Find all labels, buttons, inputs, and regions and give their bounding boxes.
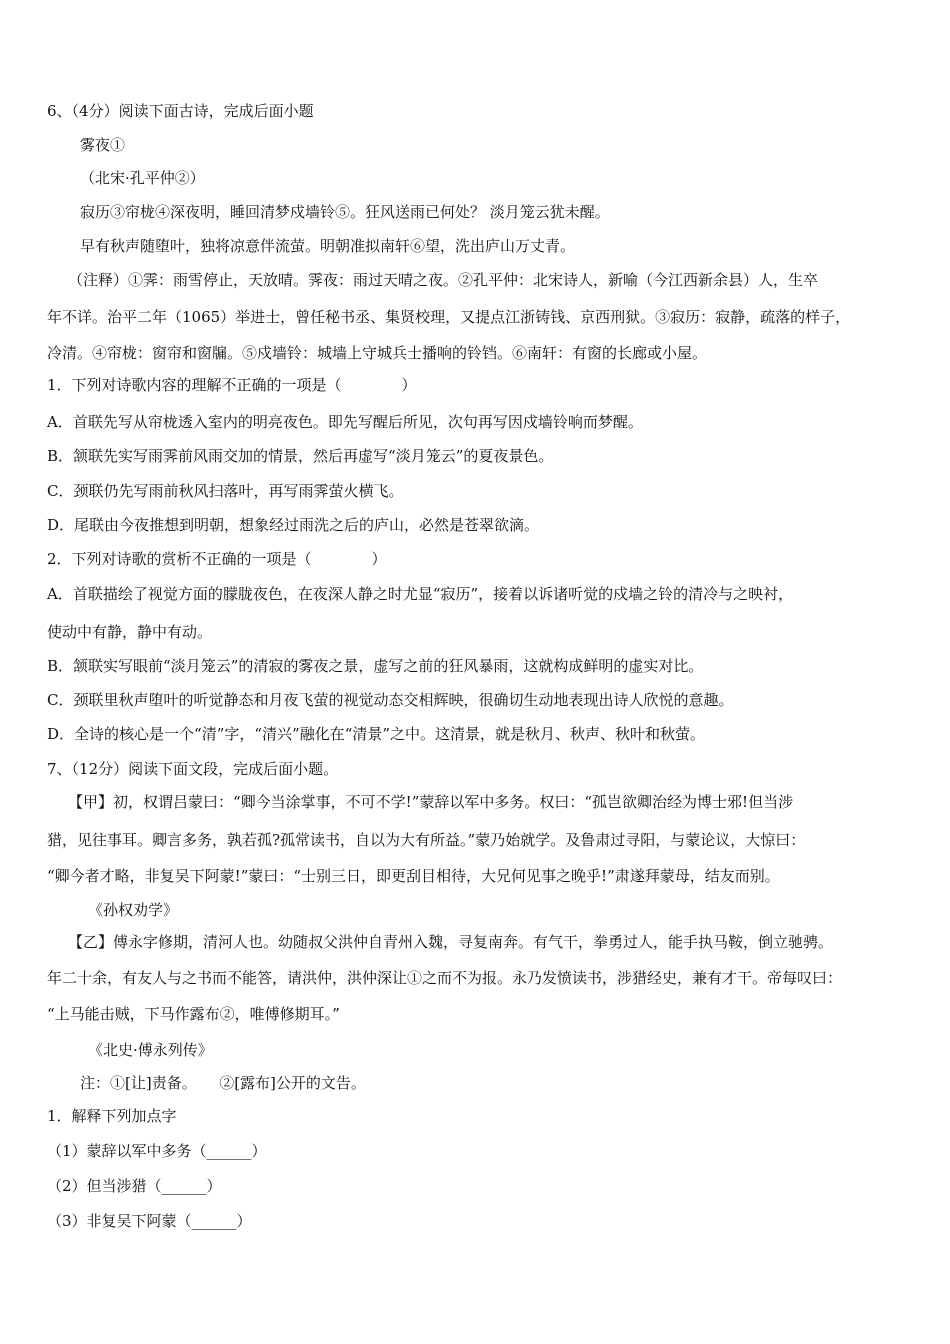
poem-author: （北宋·孔平仲②） <box>80 169 205 187</box>
q7-sub1-item-3: （3）非复吴下阿蒙（______） <box>47 1212 252 1230</box>
q6-sub1-option-b: B．颔联先实写雨霁前风雨交加的情景，然后再虚写“淡月笼云”的夏夜景色。 <box>47 447 554 465</box>
q6-sub2-option-c: C．颈联里秋声堕叶的听觉静态和月夜飞萤的视觉动态交相辉映，很确切生动地表现出诗人欣悦的意趣。 <box>47 691 734 709</box>
q7-sub1-question: 1．解释下列加点字 <box>47 1107 177 1125</box>
poem-verse-1: 寂历③帘栊④深夜明，睡回清梦戍墙铃⑤。狂风送雨已何处？ 淡月笼云犹未醒。 <box>80 203 610 221</box>
q6-sub1-option-a: A．首联先写从帘栊透入室内的明亮夜色。即先写醒后所见，次句再写因戍墙铃响而梦醒。 <box>47 413 643 431</box>
passage-notes: 注：①[让]责备。 ②[露布]公开的文告。 <box>80 1074 366 1092</box>
poem-title: 雾夜① <box>80 136 126 154</box>
q7-sub1-item-2: （2）但当涉猎（______） <box>47 1177 222 1195</box>
poem-verse-2: 早有秋声随堕叶，独将凉意伴流萤。明朝准拟南轩⑥望，洗出庐山万丈青。 <box>80 237 576 255</box>
poem-notes-line-1: （注释）①霁：雨雪停止，天放晴。霁夜：雨过天晴之夜。②孔平仲：北宋诗人，新喻（今江西新余县）人，生卒 <box>68 271 819 289</box>
passage-yi-source: 《北史·傅永列传》 <box>88 1041 213 1059</box>
q6-sub2-option-b: B．颔联实写眼前“淡月笼云”的清寂的雾夜之景，虚写之前的狂风暴雨，这就构成鲜明的虚实对比。 <box>47 657 704 675</box>
question-6-header: 6、（4分）阅读下面古诗，完成后面小题 <box>47 102 314 120</box>
q6-sub2-question: 2．下列对诗歌的赏析不正确的一项是（ ） <box>47 550 387 568</box>
passage-yi-line-2: 年二十余，有友人与之书而不能答，请洪仲，洪仲深让①之而不为报。永乃发愤读书，涉猎经史，兼有才干。帝每叹曰： <box>47 969 843 987</box>
passage-yi-line-1: 【乙】傅永字修期，清河人也。幼随叔父洪仲自青州入魏，寻复南奔。有气干，拳勇过人，能手执马鞍，倒立驰骋。 <box>68 933 834 951</box>
q6-sub1-option-d: D．尾联由今夜推想到明朝，想象经过雨洗之后的庐山，必然是苍翠欲滴。 <box>47 516 540 534</box>
passage-yi-line-3: “上马能击贼，下马作露布②，唯傅修期耳。” <box>47 1005 340 1023</box>
passage-jia-line-2: 猎，见往事耳。卿言多务，孰若孤?孤常读书，自以为大有所益。”蒙乃始就学。及鲁肃过寻阳，与蒙论议，大惊曰： <box>47 831 806 849</box>
poem-notes-line-2: 年不详。治平二年（1065）举进士，曾任秘书丞、集贤校理，又提点江浙铸钱、京西刑狱。③寂历：寂静，疏落的样子， <box>47 308 851 326</box>
q6-sub1-option-c: C．颈联仍先写雨前秋风扫落叶，再写雨霁萤火横飞。 <box>47 482 404 500</box>
q6-sub1-question: 1．下列对诗歌内容的理解不正确的一项是（ ） <box>47 376 417 394</box>
q7-sub1-item-1: （1）蒙辞以军中多务（______） <box>47 1142 267 1160</box>
q6-sub2-option-a-line-2: 使动中有静，静中有动。 <box>47 623 213 641</box>
passage-jia-line-3: “卿今者才略，非复吴下阿蒙!”蒙曰：“士别三日，即更刮目相待，大兄何见事之晚乎!”肃遂拜蒙母，结友而别。 <box>47 867 780 885</box>
question-7-header: 7、（12分）阅读下面文段，完成后面小题。 <box>47 760 339 778</box>
q6-sub2-option-d: D．全诗的核心是一个“清”字，“清兴”融化在“清景”之中。这清景，就是秋月、秋声、秋叶和秋萤。 <box>47 725 706 743</box>
poem-notes-line-3: 冷清。④帘栊：窗帘和窗牖。⑤戍墙铃：城墙上守城兵士播响的铃铛。⑥南轩：有窗的长廊或小屋。 <box>47 344 708 362</box>
passage-jia-source: 《孙权劝学》 <box>88 901 179 919</box>
q6-sub2-option-a-line-1: A．首联描绘了视觉方面的朦胧夜色，在夜深人静之时尤显“寂历”，接着以诉诸听觉的戍墙之铃的清冷与之映衬， <box>47 585 794 603</box>
passage-jia-line-1: 【甲】初，权谓吕蒙曰：“卿今当涂掌事，不可不学!”蒙辞以军中多务。权曰：“孤岂欲卿治经为博士邪!但当涉 <box>68 793 794 811</box>
